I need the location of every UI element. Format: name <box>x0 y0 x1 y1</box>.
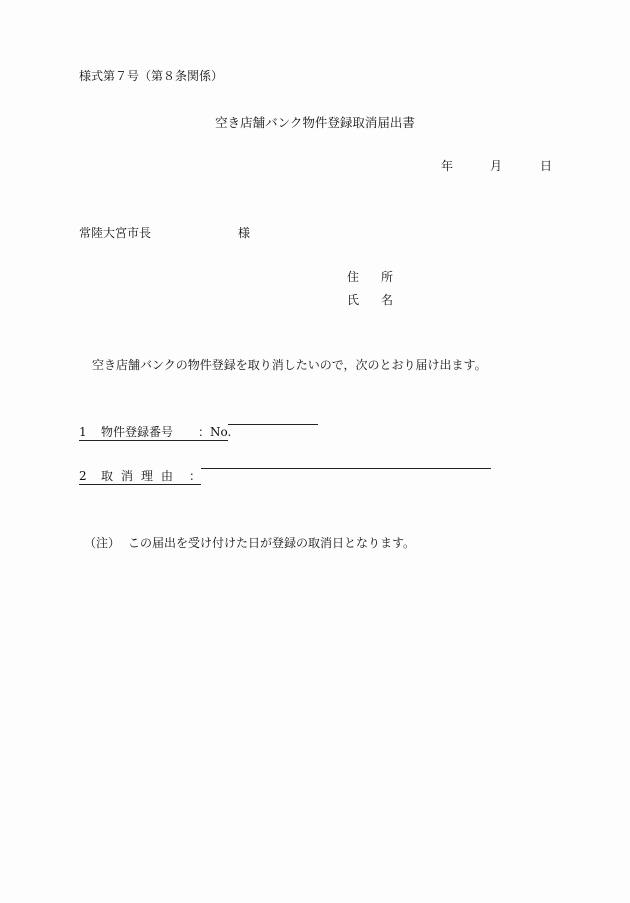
name-label-char-2: 名 <box>381 293 394 307</box>
field-2-colon: ： <box>189 469 202 483</box>
document-title: 空き店舗バンク物件登録取消届出書 <box>215 115 415 130</box>
note-label: （注） <box>84 536 121 550</box>
field-1-number: 1 <box>79 424 101 441</box>
date-month-label: 月 <box>490 159 503 173</box>
name-label-char-1: 氏 <box>347 293 360 307</box>
body-text: 空き店舗バンクの物件登録を取り消したいので，次のとおり届け出ます。 <box>92 358 487 372</box>
addressee-honorific: 様 <box>238 226 251 240</box>
note-text: この届出を受け付けた日が登録の取消日となります。 <box>128 536 416 550</box>
field-1-label: 物件登録番号 <box>101 424 198 441</box>
cancellation-reason-blank[interactable] <box>201 468 491 469</box>
registration-number-blank[interactable] <box>228 424 318 425</box>
field-registration-number <box>79 424 318 440</box>
address-label-char-2: 所 <box>381 270 394 284</box>
field-1-no: No. <box>210 425 232 439</box>
date-day-label: 日 <box>540 159 553 173</box>
field-1-colon: ： <box>198 425 211 439</box>
field-1-prefix <box>198 424 232 441</box>
field-2-label: 取消理由 <box>101 468 189 485</box>
form-number: 様式第７号（第８条関係） <box>79 69 224 83</box>
date-year-label: 年 <box>441 159 454 173</box>
field-cancellation-reason <box>79 468 491 484</box>
applicant-name-label <box>347 292 393 308</box>
applicant-address-label <box>347 269 393 285</box>
field-2-number: 2 <box>79 468 101 485</box>
address-label-char-1: 住 <box>347 270 360 284</box>
addressee-name: 常陸大宮市長 <box>79 226 152 240</box>
